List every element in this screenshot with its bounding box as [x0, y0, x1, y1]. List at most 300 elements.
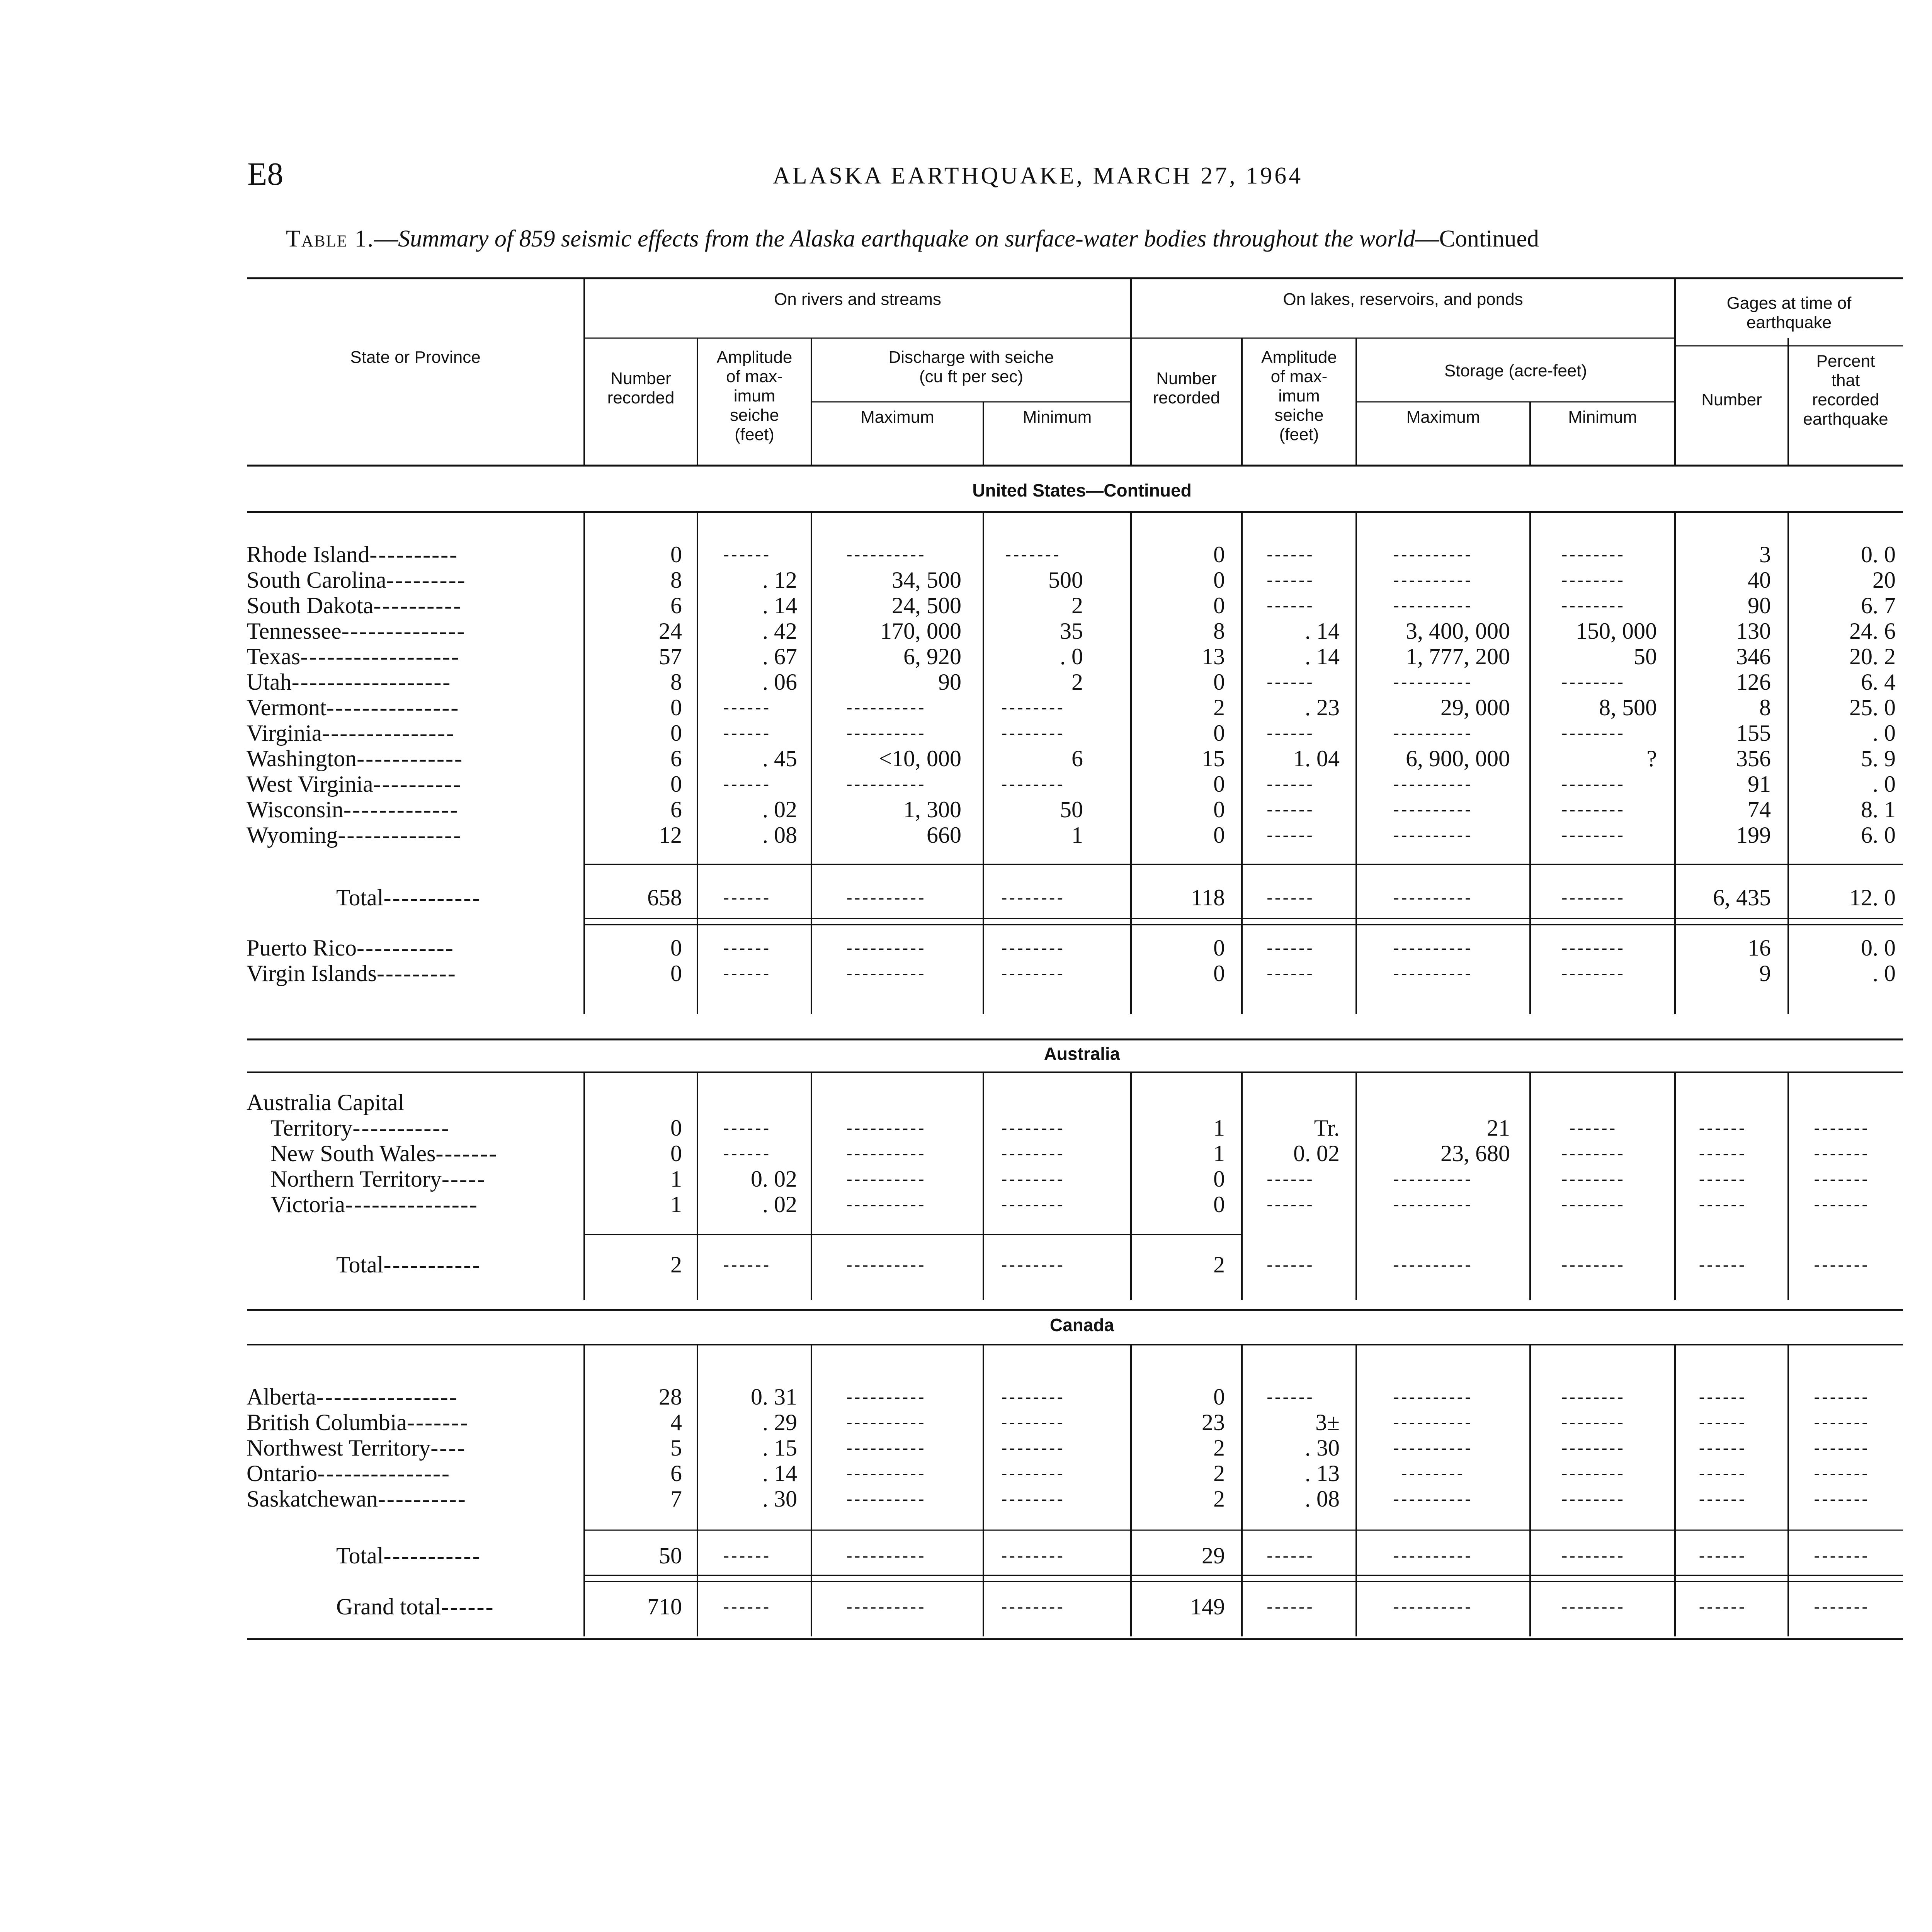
table-row [0, 593, 1932, 618]
cell-col-5: 0 [1213, 1166, 1225, 1192]
leader-dots: ------------- [343, 797, 459, 822]
cell-col-7: ---------- [1393, 1413, 1473, 1432]
cell-col-2: ------ [723, 1255, 771, 1274]
cell-col-7: ---------- [1393, 1169, 1473, 1188]
row-label-text: Vermont [247, 695, 327, 720]
cell-col-9: 16 [1748, 935, 1771, 961]
cell-col-3: 660 [927, 822, 961, 848]
cell-col-10: . 0 [1872, 771, 1896, 797]
row-label [270, 1166, 486, 1192]
table-row [0, 618, 1932, 644]
cell-col-7: ---------- [1393, 1546, 1473, 1565]
header-storage-max [1356, 408, 1530, 427]
cell-col-3: ---------- [846, 1387, 927, 1406]
cell-col-2: . 14 [762, 1461, 797, 1486]
row-label-text: Wisconsin [247, 797, 344, 822]
cell-col-8: 8, 500 [1599, 695, 1657, 720]
row-label [247, 542, 458, 567]
row-label-text: West Virginia [247, 771, 373, 797]
cell-col-6: ------ [1267, 888, 1315, 907]
cell-col-1: 57 [659, 644, 682, 669]
leader-dots: ---------- [369, 542, 459, 567]
cell-col-1: 28 [659, 1384, 682, 1410]
cell-col-8: -------- [1561, 888, 1626, 907]
cell-col-2: ------ [723, 774, 771, 793]
cell-col-9: ------ [1699, 1169, 1747, 1188]
cell-col-4: -------- [1001, 1144, 1065, 1163]
cell-col-9: 8 [1759, 695, 1771, 720]
cell-col-9: 90 [1748, 593, 1771, 618]
cell-col-8: ? [1646, 746, 1657, 771]
section-title: United States—Continued [972, 480, 1192, 500]
table-row [0, 695, 1932, 720]
cell-col-6: ------ [1267, 774, 1315, 793]
header-rivers-number [584, 369, 697, 408]
cell-col-7: ---------- [1393, 888, 1473, 907]
header-rivers-amplitude-line: (feet) [735, 425, 774, 444]
cell-col-1: 0 [670, 1141, 682, 1166]
cell-col-5: 118 [1191, 885, 1225, 910]
cell-col-8: -------- [1561, 1489, 1626, 1508]
header-lakes-group [1131, 290, 1675, 309]
row-label-text: Northern Territory [270, 1166, 442, 1192]
header-lakes-amplitude-line: seiche [1274, 406, 1324, 425]
row-label-text: Alberta [247, 1384, 316, 1410]
cell-col-5: 13 [1202, 644, 1225, 669]
cell-col-8: -------- [1561, 825, 1626, 844]
row-label [247, 1090, 404, 1115]
leader-dots: ----------- [352, 1115, 451, 1141]
row-label-text: Northwest Territory [247, 1435, 431, 1461]
cell-col-7: ---------- [1393, 1489, 1473, 1508]
cell-col-3: ---------- [846, 1255, 927, 1274]
cell-col-8: -------- [1561, 1597, 1626, 1616]
table-row [0, 771, 1932, 797]
cell-col-5: 2 [1213, 695, 1225, 720]
row-label-text: Total [336, 1252, 384, 1277]
cell-col-1: 6 [670, 746, 682, 771]
header-gages-percent-line: earthquake [1803, 410, 1888, 429]
header-discharge [811, 348, 1131, 386]
table-row [0, 644, 1932, 669]
cell-col-10: ------- [1814, 1195, 1870, 1214]
cell-col-9: 40 [1748, 567, 1771, 593]
leader-dots: ------------------ [300, 644, 460, 669]
row-label-text: Total [336, 885, 384, 910]
row-label-text: Grand total [336, 1594, 441, 1619]
cell-col-6: ------ [1267, 672, 1315, 691]
cell-col-3: ---------- [846, 774, 927, 793]
leader-dots: ------------ [357, 746, 463, 771]
cell-col-5: 0 [1213, 1384, 1225, 1410]
cell-col-6: . 14 [1305, 618, 1340, 644]
cell-col-3: ---------- [846, 698, 927, 717]
cell-col-2: . 08 [762, 822, 797, 848]
cell-col-9: 9 [1759, 961, 1771, 986]
cell-col-3: ---------- [846, 1489, 927, 1508]
cell-col-2: . 06 [762, 669, 797, 695]
cell-col-1: 6 [670, 593, 682, 618]
cell-col-4: -------- [1001, 774, 1065, 793]
cell-col-2: . 12 [762, 567, 797, 593]
cell-col-5: 2 [1213, 1486, 1225, 1512]
cell-col-5: 0 [1213, 961, 1225, 986]
cell-col-10: 6. 4 [1861, 669, 1896, 695]
header-storage [1356, 361, 1675, 381]
cell-col-1: 7 [670, 1486, 682, 1512]
cell-col-8: -------- [1561, 723, 1626, 742]
cell-col-4: 35 [1060, 618, 1083, 644]
header-rivers-amplitude-line: seiche [730, 406, 779, 425]
header-rivers-number-line: recorded [607, 388, 675, 407]
cell-col-9: ------ [1699, 1195, 1747, 1214]
cell-col-6: ------ [1267, 723, 1315, 742]
row-label-text: Australia Capital [247, 1090, 405, 1115]
cell-col-1: 1 [670, 1166, 682, 1192]
cell-col-9: 356 [1736, 746, 1771, 771]
page-number: E8 [247, 156, 284, 192]
cell-col-9: ------ [1699, 1255, 1747, 1274]
cell-col-5: 149 [1190, 1594, 1225, 1619]
cell-col-2: 0. 02 [751, 1166, 797, 1192]
row-label [247, 644, 460, 669]
row-label [247, 1461, 451, 1486]
row-label [247, 669, 451, 695]
cell-col-10: ------- [1814, 1413, 1870, 1432]
row-label-text: Washington [247, 746, 357, 771]
row-label-text: Total [336, 1543, 384, 1568]
cell-col-6: ------ [1267, 800, 1315, 819]
cell-col-4: 50 [1060, 797, 1083, 822]
cell-col-7: -------- [1401, 1464, 1465, 1483]
row-label-text: Victoria [270, 1192, 345, 1217]
cell-col-6: ------ [1267, 1546, 1315, 1565]
cell-col-6: . 30 [1305, 1435, 1340, 1461]
row-label [247, 1410, 469, 1435]
cell-col-3: ---------- [846, 888, 927, 907]
cell-col-10: 20. 2 [1849, 644, 1896, 669]
leader-dots: --------- [386, 567, 466, 593]
header-discharge-max-line: Maximum [861, 408, 934, 427]
cell-col-2: ------ [723, 1118, 771, 1137]
row-label-text: South Carolina [247, 567, 386, 593]
header-storage-min [1530, 408, 1675, 427]
total-row [0, 885, 1932, 910]
cell-col-10: ------- [1814, 1546, 1870, 1565]
cell-col-3: ---------- [846, 964, 927, 983]
cell-col-2: . 14 [762, 593, 797, 618]
cell-col-10: 24. 6 [1849, 618, 1896, 644]
cell-col-3: ---------- [846, 1118, 927, 1137]
row-label-text: Wyoming [247, 822, 338, 848]
cell-col-4: -------- [1001, 1546, 1065, 1565]
header-lakes-number-line: Number [1156, 369, 1217, 388]
cell-col-8: -------- [1561, 1413, 1626, 1432]
cell-col-6: ------ [1267, 938, 1315, 957]
leader-dots: ---- [430, 1435, 466, 1461]
cell-col-2: ------ [723, 938, 771, 957]
header-discharge-min [983, 408, 1131, 427]
cell-col-4: -------- [1001, 698, 1065, 717]
cell-col-7: 1, 777, 200 [1406, 644, 1510, 669]
cell-col-9: 6, 435 [1713, 885, 1771, 910]
cell-col-2: ------ [723, 1546, 771, 1565]
cell-col-6: ------ [1267, 1169, 1315, 1188]
cell-col-8: -------- [1561, 1438, 1626, 1457]
header-discharge-line: Discharge with seiche [888, 348, 1054, 367]
cell-col-6: ------ [1267, 825, 1315, 844]
leader-dots: ----------- [383, 885, 481, 910]
table-label: Table 1. [286, 226, 374, 252]
header-lakes-number-line: recorded [1153, 388, 1220, 407]
cell-col-7: 3, 400, 000 [1406, 618, 1510, 644]
cell-col-5: 0 [1213, 542, 1225, 567]
cell-col-6: . 08 [1305, 1486, 1340, 1512]
cell-col-2: . 02 [762, 797, 797, 822]
cell-col-10: ------- [1814, 1438, 1870, 1457]
cell-col-5: 1 [1213, 1115, 1225, 1141]
leader-dots: ------- [435, 1141, 498, 1166]
table-continued: —Continued [1415, 226, 1539, 252]
cell-col-2: . 30 [762, 1486, 797, 1512]
cell-col-4: -------- [1001, 938, 1065, 957]
cell-col-7: ---------- [1393, 774, 1473, 793]
cell-col-6: Tr. [1314, 1115, 1340, 1141]
cell-col-9: 91 [1748, 771, 1771, 797]
cell-col-10: 8. 1 [1861, 797, 1896, 822]
row-label [336, 1543, 481, 1568]
row-label-text: British Columbia [247, 1410, 407, 1435]
header-lakes-number [1131, 369, 1242, 408]
header-state [247, 348, 583, 367]
cell-col-5: 0 [1213, 771, 1225, 797]
header-gages-group-line: Gages at time of [1726, 294, 1852, 313]
row-label [270, 1115, 450, 1141]
cell-col-9: 346 [1736, 644, 1771, 669]
cell-col-5: 0 [1213, 593, 1225, 618]
cell-col-7: 21 [1487, 1115, 1510, 1141]
cell-col-3: ---------- [846, 1144, 927, 1163]
cell-col-3: ---------- [846, 1195, 927, 1214]
row-label [247, 1384, 458, 1410]
cell-col-10: 12. 0 [1849, 885, 1896, 910]
cell-col-6: ------ [1267, 545, 1315, 564]
leader-dots: ----------- [383, 1543, 481, 1568]
cell-col-9: 155 [1736, 720, 1771, 746]
cell-col-1: 0 [670, 542, 682, 567]
cell-col-7: ---------- [1393, 596, 1473, 615]
cell-col-8: -------- [1561, 1195, 1626, 1214]
leader-dots: --------------- [322, 720, 455, 746]
header-lakes-amplitude-line: of max- [1270, 367, 1328, 386]
cell-col-9: ------ [1699, 1489, 1747, 1508]
cell-col-7: ---------- [1393, 800, 1473, 819]
cell-col-3: ---------- [846, 1464, 927, 1483]
row-label-text: Ontario [247, 1461, 318, 1486]
cell-col-8: -------- [1561, 1546, 1626, 1565]
table-row [0, 1166, 1932, 1192]
header-rivers-amplitude [697, 348, 811, 444]
header-gages-percent-line: that [1831, 371, 1860, 390]
cell-col-5: 2 [1213, 1461, 1225, 1486]
cell-col-1: 0 [670, 771, 682, 797]
row-label [247, 593, 462, 618]
cell-col-10: ------- [1814, 1597, 1870, 1616]
cell-col-7: ---------- [1393, 1438, 1473, 1457]
row-label-text: Rhode Island [247, 542, 370, 567]
running-head: ALASKA EARTHQUAKE, MARCH 27, 1964 [773, 163, 1303, 189]
cell-col-8: -------- [1561, 1464, 1626, 1483]
cell-col-10: ------- [1814, 1144, 1870, 1163]
cell-col-5: 1 [1213, 1141, 1225, 1166]
row-label [336, 1252, 481, 1277]
row-label [247, 618, 466, 644]
cell-col-1: 658 [647, 885, 682, 910]
cell-col-7: 29, 000 [1440, 695, 1510, 720]
header-lakes-amplitude-line: imum [1278, 386, 1320, 405]
table-row [0, 1115, 1932, 1141]
header-storage-min-line: Minimum [1568, 408, 1637, 427]
leader-dots: ---------- [373, 771, 462, 797]
cell-col-4: -------- [1001, 1118, 1065, 1137]
table-row [0, 542, 1932, 567]
cell-col-2: ------ [723, 964, 771, 983]
row-label [270, 1141, 498, 1166]
table-row [0, 1461, 1932, 1486]
header-gages-number [1675, 390, 1788, 410]
leader-dots: -------------- [338, 822, 463, 848]
cell-col-7: ---------- [1393, 1387, 1473, 1406]
cell-col-5: 0 [1213, 567, 1225, 593]
cell-col-6: . 13 [1305, 1461, 1340, 1486]
cell-col-1: 8 [670, 669, 682, 695]
cell-col-10: 6. 7 [1861, 593, 1896, 618]
header-discharge-line: (cu ft per sec) [919, 367, 1023, 386]
cell-col-1: 0 [670, 720, 682, 746]
section-title: Australia [1044, 1044, 1120, 1064]
cell-col-10: 5. 9 [1861, 746, 1896, 771]
cell-col-9: ------ [1699, 1597, 1747, 1616]
cell-col-5: 8 [1213, 618, 1225, 644]
cell-col-4: . 0 [1060, 644, 1083, 669]
total-row [0, 1594, 1932, 1619]
header-gages-group [1675, 294, 1903, 332]
cell-col-4: -------- [1001, 1387, 1065, 1406]
header-discharge-min-line: Minimum [1022, 408, 1092, 427]
header-storage-line: Storage (acre-feet) [1444, 361, 1587, 380]
cell-col-4: -------- [1001, 1438, 1065, 1457]
cell-col-8: -------- [1561, 1144, 1626, 1163]
total-row [0, 1543, 1932, 1568]
cell-col-4: 6 [1071, 746, 1083, 771]
leader-dots: ----------- [356, 935, 454, 961]
leader-dots: ---------- [378, 1486, 467, 1512]
cell-col-8: -------- [1561, 596, 1626, 615]
cell-col-7: ---------- [1393, 545, 1473, 564]
leader-dots: ------- [407, 1410, 469, 1435]
cell-col-3: 90 [938, 669, 961, 695]
cell-col-5: 0 [1213, 797, 1225, 822]
cell-col-8: -------- [1561, 1169, 1626, 1188]
leader-dots: --------------- [326, 695, 460, 720]
row-label-text: Texas [247, 644, 301, 669]
cell-col-3: 24, 500 [892, 593, 961, 618]
cell-col-8: -------- [1561, 774, 1626, 793]
cell-col-6: . 23 [1305, 695, 1340, 720]
cell-col-7: ---------- [1393, 938, 1473, 957]
cell-col-7: 23, 680 [1440, 1141, 1510, 1166]
cell-col-4: ------- [1005, 545, 1061, 564]
cell-col-6: ------ [1267, 1597, 1315, 1616]
cell-col-10: ------- [1814, 1489, 1870, 1508]
cell-col-8: ------ [1570, 1118, 1617, 1137]
header-rivers-amplitude-line: of max- [726, 367, 783, 386]
cell-col-4: 500 [1048, 567, 1083, 593]
cell-col-10: 6. 0 [1861, 822, 1896, 848]
cell-col-8: 50 [1634, 644, 1657, 669]
table-row [0, 746, 1932, 771]
cell-col-1: 0 [670, 961, 682, 986]
cell-col-1: 6 [670, 797, 682, 822]
cell-col-2: 0. 31 [751, 1384, 797, 1410]
leader-dots: --------------- [317, 1461, 451, 1486]
cell-col-9: ------ [1699, 1546, 1747, 1565]
row-label [247, 935, 454, 961]
cell-col-4: -------- [1001, 1489, 1065, 1508]
cell-col-1: 4 [670, 1410, 682, 1435]
cell-col-1: 0 [670, 695, 682, 720]
row-label-text: South Dakota [247, 593, 374, 618]
cell-col-4: -------- [1001, 1597, 1065, 1616]
cell-col-3: ---------- [846, 1546, 927, 1565]
cell-col-8: -------- [1561, 964, 1626, 983]
cell-col-10: ------- [1814, 1169, 1870, 1188]
cell-col-2: ------ [723, 888, 771, 907]
cell-col-9: 126 [1736, 669, 1771, 695]
row-label [336, 1594, 494, 1619]
header-gages-percent [1788, 352, 1903, 429]
cell-col-6: ------ [1267, 964, 1315, 983]
leader-dots: -------------- [341, 618, 466, 644]
cell-col-3: <10, 000 [879, 746, 961, 771]
leader-dots: ---------------- [316, 1384, 458, 1410]
row-label [247, 695, 459, 720]
cell-col-5: 2 [1213, 1252, 1225, 1277]
cell-col-7: ---------- [1393, 825, 1473, 844]
cell-col-3: 170, 000 [880, 618, 961, 644]
row-label-text: Puerto Rico [247, 935, 357, 961]
table-row [0, 1090, 1932, 1115]
row-label-text: Territory [270, 1115, 353, 1141]
cell-col-7: ---------- [1393, 1597, 1473, 1616]
table-row [0, 567, 1932, 593]
row-label [247, 720, 455, 746]
row-label [247, 746, 463, 771]
cell-col-2: . 67 [762, 644, 797, 669]
cell-col-9: 130 [1736, 618, 1771, 644]
header-state-line: State or Province [350, 348, 481, 367]
table-row [0, 1486, 1932, 1512]
header-gages-group-line: earthquake [1746, 313, 1832, 332]
cell-col-5: 29 [1202, 1543, 1225, 1568]
header-storage-max-line: Maximum [1406, 408, 1480, 427]
cell-col-1: 710 [647, 1594, 682, 1619]
cell-col-2: . 29 [762, 1410, 797, 1435]
cell-col-9: 3 [1759, 542, 1771, 567]
cell-col-2: ------ [723, 1597, 771, 1616]
cell-col-4: -------- [1001, 723, 1065, 742]
cell-col-9: ------ [1699, 1118, 1747, 1137]
